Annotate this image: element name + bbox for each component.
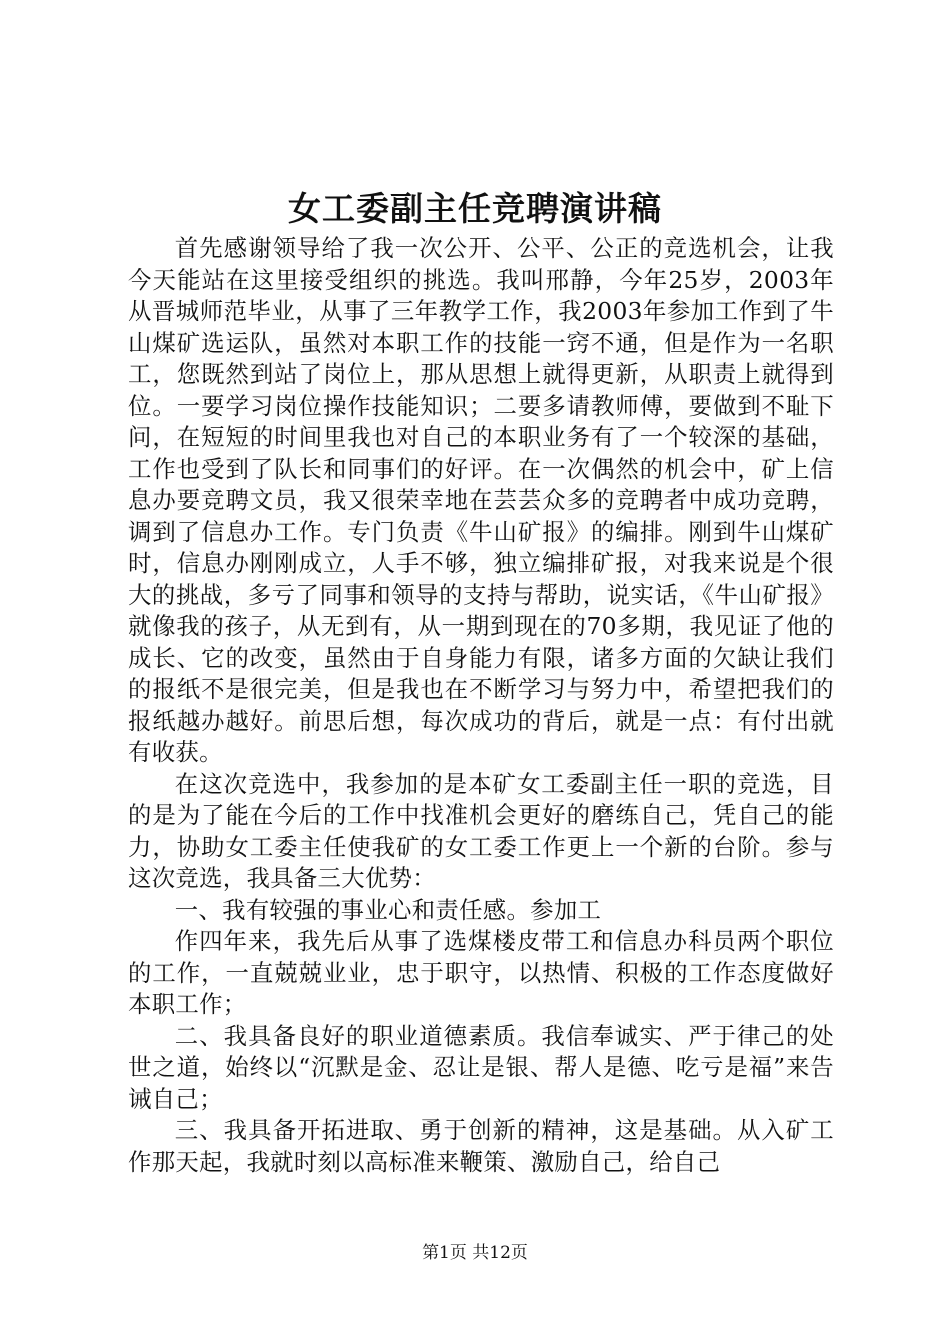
paragraph-1: 首先感谢领导给了我一次公开、公平、公正的竞选机会，让我今天能站在这里接受组织的挑选。我叫邢静，今年25岁，2003年从晋城师范毕业，从事了三年教学工作，我2003年参加工作到了牛山煤矿选运队，虽然对本职工作的技能一窍不通，但是作为一名职工，您既然到站了岗位上，那从思想上就得更新，从职责上就得到位。一要学习岗位操作技能知识；二要多请教师傅，要做到不耻下问，在短短的时间里我也对自己的本职业务有了一个较深的基础，工作也受到了队长和同事们的好评。在一次偶然的机会中，矿上信息办要竞聘文员，我又很荣幸地在芸芸众多的竞聘者中成功竞聘，调到了信息办工作。专门负责《牛山矿报》的编排。刚到牛山煤矿时，信息办刚刚成立，人手不够，独立编排矿报，对我来说是个很大的挑战，多亏了同事和领导的支持与帮助，说实话，《牛山矿报》就像我的孩子，从无到有，从一期到现在的70多期，我见证了他的成长、它的改变，虽然由于自身能力有限，诸多方面的欠缺让我们的报纸不是很完美，但是我也在不断学习与努力中，希望把我们的报纸越办越好。前思后想，每次成功的背后，就是一点：有付出就有收获。 — [128, 234, 834, 766]
paragraph-6: 三、我具备开拓进取、勇于创新的精神，这是基础。从入矿工作那天起，我就时刻以高标准来鞭策、激励自己，给自己 — [128, 1116, 834, 1176]
document-title: 女工委副主任竞聘演讲稿 — [288, 189, 662, 228]
document-body — [128, 233, 834, 1178]
paragraph-5: 二、我具备良好的职业道德素质。我信奉诚实、严于律己的处世之道，始终以“沉默是金、忍让是银、帮人是德、吃亏是福”来告诫自己； — [128, 1021, 834, 1113]
page-number-footer: 第1页 共12页 — [422, 1243, 528, 1263]
paragraph-2: 在这次竞选中，我参加的是本矿女工委副主任一职的竞选，目的是为了能在今后的工作中找准机会更好的磨练自己，凭自己的能力，协助女工委主任使我矿的女工委工作更上一个新的台阶。参与这次竞选，我具备三大优势： — [128, 769, 834, 892]
paragraph-3: 一、我有较强的事业心和责任感。参加工 — [174, 895, 602, 924]
paragraph-4: 作四年来，我先后从事了选煤楼皮带工和信息办科员两个职位的工作，一直兢兢业业，忠于职守，以热情、积极的工作态度做好本职工作； — [128, 927, 834, 1018]
